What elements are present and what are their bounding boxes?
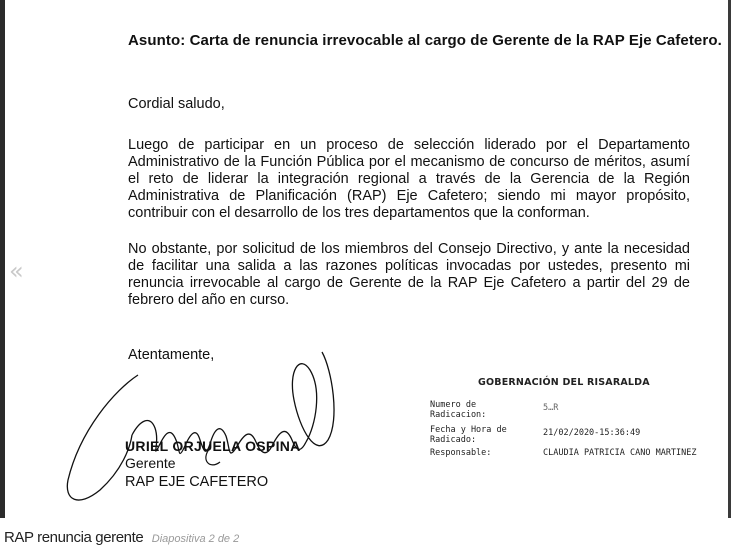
- stamp-label-radicacion: Numero de Radicacion:: [430, 400, 487, 420]
- stamp-value-radicacion: 5…R: [543, 403, 559, 413]
- slide-counter: Diapositiva 2 de 2: [151, 533, 240, 545]
- signature-role: Gerente: [125, 455, 176, 471]
- signature-name: URIEL ORJUELA OSPINA: [125, 438, 301, 454]
- letter-closing: Atentamente,: [128, 347, 215, 363]
- letter-paragraph-1: Luego de participar en un proceso de selección liderado por el Departamento Administrativo de la Función Pública por el mecanismo de concurso de méritos, asumí el reto de liderar la integración regional a través de la Gerencia de la Región Administrativa de Planificación (RAP) Eje Cafetero; siendo mi mayor propósito, contribuir con el desarrollo de los tres departamentos que la conforman.: [128, 137, 690, 221]
- letter-greeting: Cordial saludo,: [128, 96, 225, 112]
- signature-organization: RAP EJE CAFETERO: [125, 474, 269, 490]
- caption-title: RAP renuncia gerente: [4, 529, 144, 546]
- slide-caption: [4, 529, 239, 547]
- stamp-label-responsable: Responsable:: [430, 448, 492, 458]
- stamp-value-responsable: CLAUDIA PATRICIA CANO MARTINEZ: [543, 448, 697, 458]
- letter-paragraph-2: No obstante, por solicitud de los miembros del Consejo Directivo, y ante la necesidad de facilitar una salida a las razones políticas invocadas por ustedes, presento mi renuncia irrevocable al cargo de Gerente de la RAP Eje Cafetero a partir del 29 de febrero del año en curso.: [128, 241, 690, 308]
- filing-stamp: [430, 370, 730, 500]
- scan-left-border: [0, 0, 5, 518]
- stamp-title: GOBERNACIÓN DEL RISARALDA: [478, 377, 650, 388]
- letter-subject: Asunto: Carta de renuncia irrevocable al cargo de Gerente de la RAP Eje Cafetero.: [128, 32, 722, 49]
- stamp-label-fecha: Fecha y Hora de Radicado:: [430, 425, 507, 445]
- double-chevron-left-icon[interactable]: «: [9, 257, 24, 285]
- stamp-value-fecha: 21/02/2020-15:36:49: [543, 428, 641, 438]
- handwritten-signature: [60, 330, 350, 520]
